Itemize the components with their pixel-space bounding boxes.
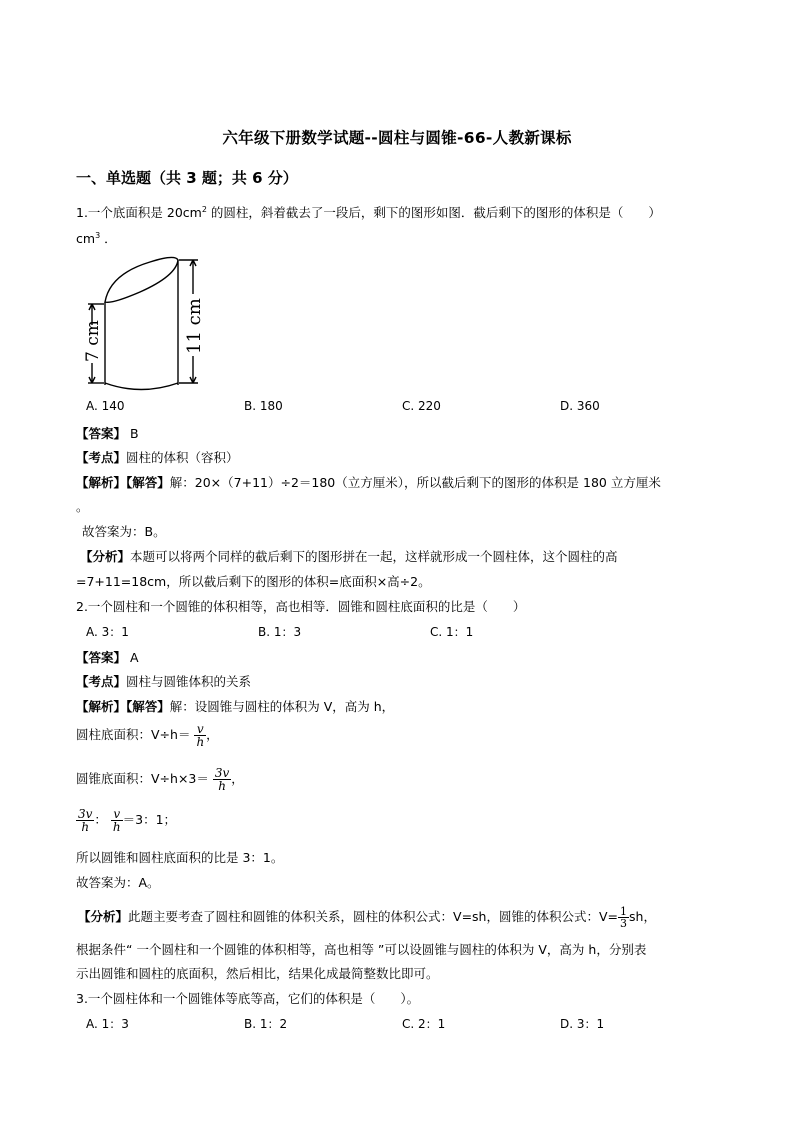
q2-line1-text: 圆柱底面积：V÷h＝ (76, 727, 191, 742)
q2-stem: 2.一个圆柱和一个圆锥的体积相等，高也相等．圆锥和圆柱底面积的比是（ ） (76, 599, 526, 614)
q1-stem-unit (76, 229, 117, 247)
q1-answer-tag: 【答案】 (76, 426, 127, 441)
q1-conclusion: 故答案为：B。 (82, 524, 166, 539)
q2-option-b: B. 1：3 (258, 625, 302, 639)
frac-den: h (112, 820, 121, 834)
q2-note-b: 根据条件“ 一个圆柱和一个圆锥的体积相等，高也相等 ”可以设圆锥与圆柱的体积为 V，高为 h，分别表 (76, 942, 647, 957)
q2-line2-end: ， (231, 771, 244, 786)
q1-stem (76, 203, 661, 221)
fraction-3v-over-h (76, 808, 94, 833)
q1-note-a: 本题可以将两个同样的截后剩下的图形拼在一起，这样就形成一个圆柱体，这个圆柱的高 (130, 549, 618, 564)
q1-analysis-end: 。 (76, 499, 89, 514)
q2-answer-tag: 【答案】 (76, 650, 127, 665)
q1-answer-line (76, 424, 139, 442)
q2-line3-end: ＝3：1； (122, 812, 177, 827)
q2-line2-text: 圆锥底面积：V÷h×3＝ (76, 771, 209, 786)
q1-analysis-tag: 【解析】【解答】 (76, 475, 170, 490)
frac-den: 3 (620, 917, 628, 930)
q2-line1 (76, 723, 219, 748)
fraction-v-over-h (194, 723, 206, 748)
q1-stem-part: 1.一个底面积是 20cm (76, 205, 202, 220)
q2-line3-colon: ： (94, 812, 107, 827)
q1-note-line (80, 547, 618, 565)
q2-note-a-end: sh， (629, 909, 656, 924)
q3-option-d: D. 3：1 (560, 1017, 605, 1031)
q2-note-line (78, 906, 656, 929)
q1-point-line (76, 448, 239, 466)
q2-option-c: C. 1：1 (430, 625, 474, 639)
q1-note-b: =7+11=18cm，所以截后剩下的图形的体积=底面积×高÷2。 (76, 574, 431, 589)
q1-option-c: C. 220 (402, 399, 441, 413)
figure-right-label: 11 cm (184, 298, 205, 354)
q2-line2 (76, 767, 244, 792)
frac-num: 1 (620, 905, 628, 918)
frac-num: 3v (214, 766, 230, 780)
fraction-v-over-h (111, 808, 123, 833)
q2-note-a: 此题主要考查了圆柱和圆锥的体积关系，圆柱的体积公式：V=sh，圆锥的体积公式：V= (128, 909, 619, 924)
q2-point-tag: 【考点】 (76, 674, 127, 689)
q2-line4: 所以圆锥和圆柱底面积的比是 3：1。 (76, 850, 284, 865)
frac-num: v (111, 808, 123, 821)
q1-point-tag: 【考点】 (76, 450, 127, 465)
q2-note-tag: 【分析】 (78, 909, 129, 924)
q2-conclusion: 故答案为：A。 (76, 875, 160, 890)
frac-den: h (218, 779, 226, 793)
frac-den: h (81, 820, 90, 834)
q2-line3 (76, 808, 176, 833)
q3-option-c: C. 2：1 (402, 1017, 446, 1031)
q1-note-tag: 【分析】 (80, 549, 131, 564)
q1-unit-end: ． (100, 231, 117, 246)
page-title: 六年级下册数学试题--圆柱与圆锥-66-人教新课标 (222, 129, 572, 147)
q3-option-b: B. 1：2 (244, 1017, 288, 1031)
q2-answer-line (76, 648, 139, 666)
section-heading: 一、单选题（共 3 题；共 6 分） (76, 169, 298, 187)
q2-answer: A (130, 650, 139, 665)
fraction-one-third (618, 906, 629, 929)
q2-analysis-tag: 【解析】【解答】 (76, 699, 170, 714)
frac-num: v (194, 723, 206, 736)
fraction-3v-over-h (213, 767, 231, 792)
q1-stem-part2: 的圆柱，斜着截去了一段后，剩下的图形如图．截后剩下的图形的体积是（ ） (206, 205, 661, 220)
q2-point-line (76, 672, 251, 690)
q1-analysis-line (76, 473, 661, 491)
figure-left-label: 7 cm (83, 320, 103, 362)
q1-option-a: A. 140 (86, 399, 125, 413)
q2-point: 圆柱与圆锥体积的关系 (126, 674, 252, 689)
q2-note-c: 示出圆锥和圆柱的底面积，然后相比，结果化成最简整数比即可。 (76, 966, 439, 981)
q1-analysis: 解：20×（7+11）÷2＝180（立方厘米），所以截后剩下的图形的体积是 180 立方厘米 (169, 475, 661, 490)
frac-num: 3v (78, 807, 93, 821)
q1-unit: cm (76, 231, 96, 246)
q1-stem-sup: 2 (201, 204, 207, 214)
truncated-cylinder-figure (80, 250, 210, 395)
q2-line1-end: ， (206, 727, 219, 742)
q2-analysis-line (76, 697, 394, 715)
q2-analysis: 解：设圆锥与圆柱的体积为 V，高为 h， (169, 699, 395, 714)
q1-point: 圆柱的体积（容积） (126, 450, 239, 465)
q1-answer: B (130, 426, 139, 441)
q1-option-d: D. 360 (560, 399, 600, 413)
q2-option-a: A. 3：1 (86, 625, 129, 639)
q3-stem: 3.一个圆柱体和一个圆锥体等底等高，它们的体积是（ ）。 (76, 991, 420, 1006)
q3-option-a: A. 1：3 (86, 1017, 129, 1031)
frac-den: h (196, 735, 205, 749)
q1-option-b: B. 180 (244, 399, 283, 413)
q1-unit-sup: 3 (95, 230, 101, 240)
